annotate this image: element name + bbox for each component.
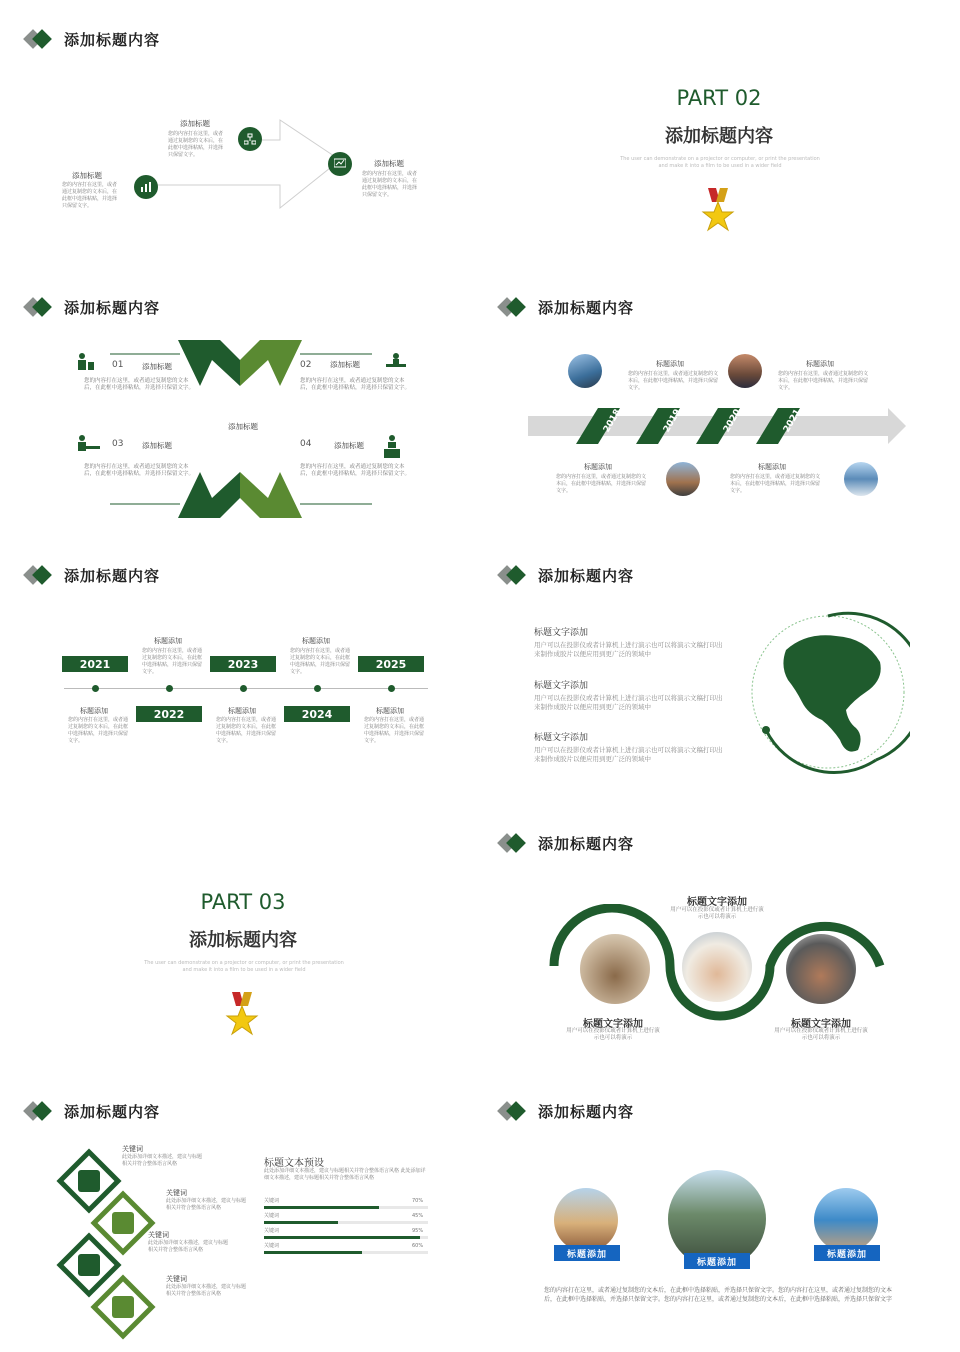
- city-photo-1: [568, 354, 602, 388]
- year-2023-box: 2023: [210, 656, 276, 672]
- slide-header: [498, 1100, 634, 1122]
- slide-header: [498, 832, 634, 854]
- bar-3-fill: [264, 1236, 420, 1239]
- header-title: 添加标题内容: [538, 298, 635, 317]
- harbor-photo: [814, 1188, 878, 1252]
- left-text: 用户可以在投影仪或者计算机上进行演示也可以将演示: [566, 1028, 660, 1041]
- speaker-icon: [380, 434, 404, 460]
- city-photo-2: [728, 354, 762, 388]
- item-2-title: 标题添加: [806, 360, 834, 368]
- year-2020: 2020: [721, 407, 744, 435]
- preset-title: 标题文本预设: [264, 1158, 324, 1169]
- header-diamond-icon: [24, 297, 58, 317]
- year-2018: 2018: [601, 407, 624, 435]
- part-label: PART 02: [676, 86, 762, 110]
- bar-3-track: [264, 1236, 428, 1239]
- header-diamond-icon: [24, 1101, 58, 1121]
- bar-4-fill: [264, 1251, 362, 1254]
- year-2022-box: 2022: [136, 706, 202, 722]
- item-top-1-title: 标题添加: [154, 637, 182, 645]
- slide-2: [482, 0, 956, 262]
- timeline-arrow: [528, 404, 908, 448]
- item-04-title: 添加标题: [334, 441, 364, 450]
- slide-header: [24, 1100, 160, 1122]
- slide-10: [474, 1072, 948, 1342]
- item-bottom-2-title: 标题添加: [228, 707, 256, 715]
- bar-4-percent: 60%: [412, 1243, 424, 1249]
- item-2-title: 标题文字添加: [534, 681, 589, 691]
- header-title: 添加标题内容: [538, 834, 635, 853]
- city-photo-4: [844, 462, 878, 496]
- right-text: 用户可以在投影仪或者计算机上进行演示也可以将演示: [774, 1028, 868, 1041]
- slide-3: [0, 268, 474, 530]
- keyword-1-text: 此处添加详细文本描述，建议与标题相关并符合整体语言风格: [122, 1154, 203, 1167]
- timeline-dot: [388, 685, 395, 692]
- timeline-dot: [92, 685, 99, 692]
- header-title: 添加标题内容: [538, 566, 635, 585]
- part-label: PART 03: [200, 890, 286, 914]
- item-1-text: 您的内容打在这里，或者通过复制您的文本后，在此框中选择粘贴，并选择只保留文字。: [628, 371, 719, 391]
- keyword-2-text: 此处添加详细文本描述，建议与标题相关并符合整体语言风格: [166, 1198, 247, 1211]
- bar-1-percent: 70%: [412, 1198, 424, 1204]
- keyword-1-title: 关键词: [122, 1145, 143, 1153]
- phone-icon: [78, 1170, 100, 1192]
- item-top-2-text: 您的内容打在这里，或者通过复制您的文本后，在此框中选择粘贴，并选择只保留文字。: [290, 648, 351, 675]
- item-bottom-3-text: 您的内容打在这里，或者通过复制您的文本后，在此框中选择粘贴，并选择只保留文字。: [364, 717, 425, 744]
- item-bottom-3-title: 标题添加: [376, 707, 404, 715]
- item-02-title: 添加标题: [330, 360, 360, 369]
- item-1-title: 标题添加: [656, 360, 684, 368]
- city-photo-3: [666, 462, 700, 496]
- desk-person-icon: [384, 352, 408, 378]
- slide-header: [498, 296, 634, 318]
- slide-header: [24, 296, 160, 318]
- keyboard-photo: [786, 934, 856, 1004]
- item-top-2-title: 标题添加: [302, 637, 330, 645]
- header-diamond-icon: [498, 833, 532, 853]
- cafe-photo: [580, 934, 650, 1004]
- slide-header: [498, 564, 634, 586]
- item-03-title: 添加标题: [142, 441, 172, 450]
- bar-2-fill: [264, 1221, 338, 1224]
- slide-6: [474, 536, 948, 798]
- header-diamond-icon: [498, 565, 532, 585]
- medal-icon: [224, 992, 260, 1044]
- header-diamond-icon: [24, 565, 58, 585]
- item-2-text: 用户可以在投影仪或者计算机上进行演示也可以将演示文稿打印出来制作成胶片以便应用到更广泛的领域中: [534, 694, 723, 711]
- header-diamond-icon: [498, 297, 532, 317]
- keyword-3-title: 关键词: [148, 1231, 169, 1239]
- item-01-text: 您的内容打在这里，或者通过复制您的文本后，在此框中选择粘贴，并选择只保留文字。: [84, 378, 195, 391]
- left-title: 标题文字添加: [583, 1019, 643, 1030]
- item-2-text: 您的内容打在这里，或者通过复制您的文本后，在此框中选择粘贴，并选择只保留文字。: [778, 371, 869, 391]
- item-2-text: 您的内容打在这里，或者通过复制您的文本后，在此框中选择粘贴，并选择只保留文字。: [168, 131, 224, 158]
- item-3-text: 用户可以在投影仪或者计算机上进行演示也可以将演示文稿打印出来制作成胶片以便应用到更广泛的领域中: [534, 746, 723, 763]
- bar-2-label: 关键词: [264, 1213, 280, 1219]
- item-03-num: 03: [112, 439, 124, 449]
- year-2019: 2019: [661, 407, 684, 435]
- building-photo-1: [554, 1188, 618, 1252]
- header-title: 添加标题内容: [538, 1102, 635, 1121]
- item-3-text: 您的内容打在这里，或者通过复制您的文本后，在此框中选择粘贴，并选择只保留文字。: [556, 474, 647, 494]
- bar-4-track: [264, 1251, 428, 1254]
- monitor-chart-icon: [328, 152, 352, 176]
- item-1-title: 标题文字添加: [534, 628, 589, 638]
- top-title: 标题文字添加: [687, 897, 747, 908]
- header-title: 添加标题内容: [64, 1102, 161, 1121]
- item-03-text: 您的内容打在这里，或者通过复制您的文本后，在此框中选择粘贴，并选择只保留文字。: [84, 464, 195, 477]
- english-text: The user can demonstrate on a projector or computer, or print the presentation and make it into a film to be used in a wider field: [620, 156, 820, 169]
- slide-header: [24, 28, 160, 50]
- slide-9: [0, 1072, 474, 1342]
- header-title: 添加标题内容: [64, 566, 161, 585]
- item-01-num: 01: [112, 360, 124, 370]
- item-bottom-1-text: 您的内容打在这里，或者通过复制您的文本后，在此框中选择粘贴，并选择只保留文字。: [68, 717, 129, 744]
- item-4-text: 您的内容打在这里，或者通过复制您的文本后，在此框中选择粘贴，并选择只保留文字。: [730, 474, 821, 494]
- item-04-num: 04: [300, 439, 312, 449]
- worker-icon: [72, 434, 102, 460]
- item-bottom-2-text: 您的内容打在这里，或者通过复制您的文本后，在此框中选择粘贴，并选择只保留文字。: [216, 717, 277, 744]
- truck-icon: [112, 1296, 134, 1318]
- header-title: 添加标题内容: [64, 298, 161, 317]
- keyword-4-text: 此处添加详细文本描述，建议与标题相关并符合整体语言风格: [166, 1284, 247, 1297]
- item-bottom-1-title: 标题添加: [80, 707, 108, 715]
- tag-3: 标题添加: [814, 1245, 880, 1261]
- document-icon: [112, 1212, 134, 1234]
- year-2025-box: 2025: [358, 656, 424, 672]
- timeline-dot: [240, 685, 247, 692]
- year-2021: 2021: [781, 407, 804, 435]
- bar-2-percent: 45%: [412, 1213, 424, 1219]
- medal-icon: [700, 188, 736, 240]
- slide-1: [0, 0, 474, 262]
- tag-2: 标题添加: [684, 1253, 750, 1269]
- part-title: 添加标题内容: [665, 126, 773, 147]
- english-text: The user can demonstrate on a projector or computer, or print the presentation and make it into a film to be used in a wider field: [144, 960, 344, 973]
- item-top-1-text: 您的内容打在这里，或者通过复制您的文本后，在此框中选择粘贴，并选择只保留文字。: [142, 648, 203, 675]
- item-1-text: 您的内容打在这里，或者通过复制您的文本后，在此框中选择粘贴，并选择只保留文字。: [62, 182, 118, 209]
- item-2-title: 添加标题: [180, 119, 210, 128]
- year-2021-box: 2021: [62, 656, 128, 672]
- item-04-text: 您的内容打在这里，或者通过复制您的文本后，在此框中选择粘贴，并选择只保留文字。: [300, 464, 411, 477]
- keyword-4-title: 关键词: [166, 1275, 187, 1283]
- keyword-2-title: 关键词: [166, 1189, 187, 1197]
- bar-1-track: [264, 1206, 428, 1209]
- preset-text: 此处添加详细文本描述，建议与标题相关并符合整体语言风格 此处添加详细文本描述，建议与标题相关并符合整体语言风格: [264, 1168, 426, 1181]
- person-icon: [74, 352, 98, 378]
- part-title: 添加标题内容: [189, 930, 297, 951]
- right-title: 标题文字添加: [791, 1019, 851, 1030]
- slide-4: [474, 268, 948, 530]
- globe-icon: [736, 610, 910, 776]
- item-3-title: 添加标题: [374, 159, 404, 168]
- tag-1: 标题添加: [554, 1245, 620, 1261]
- header-diamond-icon: [24, 29, 58, 49]
- center-label: 添加标题: [228, 422, 258, 431]
- item-3-title: 标题添加: [584, 463, 612, 471]
- item-4-title: 标题添加: [758, 463, 786, 471]
- item-3-text: 您的内容打在这里，或者通过复制您的文本后，在此框中选择粘贴，并选择只保留文字。: [362, 171, 418, 198]
- car-icon: [78, 1254, 100, 1276]
- item-02-num: 02: [300, 360, 312, 370]
- bar-chart-icon: [134, 175, 158, 199]
- slide-header: [24, 564, 160, 586]
- timeline-dot: [166, 685, 173, 692]
- item-02-text: 您的内容打在这里，或者通过复制您的文本后，在此框中选择粘贴，并选择只保留文字。: [300, 378, 411, 391]
- bar-1-fill: [264, 1206, 379, 1209]
- bar-1-label: 关键词: [264, 1198, 280, 1204]
- year-2024-box: 2024: [284, 706, 350, 722]
- bar-3-label: 关键词: [264, 1228, 280, 1234]
- slide-7: [6, 804, 480, 1066]
- header-title: 添加标题内容: [64, 30, 161, 49]
- item-3-title: 标题文字添加: [534, 733, 589, 743]
- item-1-title: 添加标题: [72, 171, 102, 180]
- bar-2-track: [264, 1221, 428, 1224]
- bar-4-label: 关键词: [264, 1243, 280, 1249]
- slide-8: [474, 804, 948, 1066]
- header-diamond-icon: [498, 1101, 532, 1121]
- item-1-text: 用户可以在投影仪或者计算机上进行演示也可以将演示文稿打印出来制作成胶片以便应用到更广泛的领域中: [534, 641, 723, 658]
- bottom-text: 您的内容打在这里，或者通过复制您的文本后，在此框中选择粘贴，并选择只保留文字。您的内容打在这里，或者通过复制您的文本后，在此框中选择粘贴，并选择只保留文字。您的内容打在这里，或者通过复制您的文本后，在此框中选择粘贴，并选择只保留文字: [544, 1287, 893, 1303]
- laptop-photo: [682, 932, 752, 1002]
- keyword-3-text: 此处添加详细文本描述，建议与标题相关并符合整体语言风格: [148, 1240, 229, 1253]
- timeline-dot: [314, 685, 321, 692]
- bar-3-percent: 95%: [412, 1228, 424, 1234]
- top-text: 用户可以在投影仪或者计算机上进行演示也可以将演示: [670, 907, 764, 920]
- org-chart-icon: [238, 127, 262, 151]
- slide-5: [0, 536, 474, 798]
- item-01-title: 添加标题: [142, 362, 172, 371]
